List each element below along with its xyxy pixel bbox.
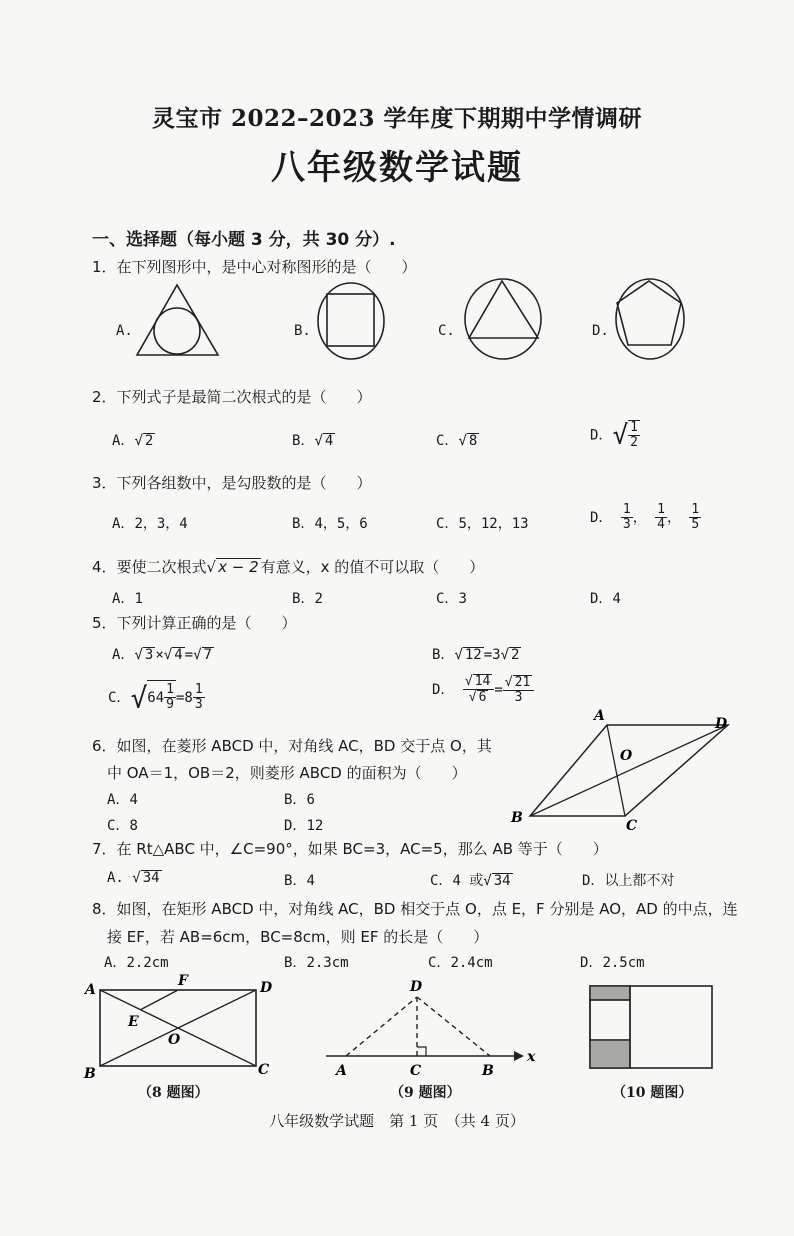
q4-option-b[interactable] — [292, 588, 323, 608]
numerator: 1 — [691, 502, 700, 517]
q2-option-a[interactable]: A．√ 2 — [112, 433, 154, 449]
numerator: 1 — [630, 420, 638, 435]
option-label: B． — [284, 955, 307, 971]
q2-option-b[interactable]: B．√ 4 — [292, 433, 334, 449]
option-value: 1 — [134, 591, 143, 607]
option-value: 2.3cm — [306, 955, 349, 971]
label-b: B — [482, 1063, 494, 1079]
label-d: D — [260, 980, 273, 996]
q4-option-a[interactable] — [112, 588, 143, 608]
numerator: 1 — [657, 502, 665, 517]
option-label: B． — [284, 873, 307, 889]
q2-option-c[interactable]: C．√ 8 — [436, 433, 478, 449]
q6-option-d[interactable] — [284, 815, 323, 835]
q8-option-d[interactable] — [580, 952, 645, 972]
option-value: 6 — [306, 792, 315, 808]
radicand: 34 — [493, 873, 511, 889]
question-7-text: 7．在 Rt△ABC 中，∠C=90°，如果 BC=3，AC=5，那么 AB 等于（ ） — [92, 840, 608, 858]
question-6-text-line2: 中 OA＝1，OB＝2，则菱形 ABCD 的面积为（ ） — [107, 764, 467, 782]
option-label: D． — [590, 591, 613, 607]
label-e: E — [128, 1014, 139, 1030]
option-label: D． — [582, 873, 605, 889]
denominator: 2 — [630, 435, 638, 451]
option-value: 3 — [458, 591, 467, 607]
exam-subject-title: 八年级数学试题 — [271, 148, 523, 188]
label-a: A — [85, 982, 96, 998]
option-label: C． — [428, 955, 451, 971]
operator: = — [184, 647, 194, 663]
numerator: 1 — [166, 682, 174, 697]
label-b: B — [84, 1066, 96, 1082]
denominator: 9 — [166, 697, 174, 713]
option-label: D． — [432, 681, 455, 698]
q7-option-d[interactable] — [582, 870, 674, 890]
q3-option-b[interactable] — [292, 513, 368, 533]
fig9-triangle-figure — [322, 975, 536, 1085]
option-label: B． — [292, 433, 315, 449]
option-label: A． — [107, 792, 130, 808]
q2-option-d[interactable]: D．√ $\frac{1}{2}$ — [590, 420, 638, 451]
q8-option-a[interactable] — [104, 952, 169, 972]
operator: × — [155, 647, 164, 663]
q6-option-a[interactable] — [107, 789, 138, 809]
q1-option-d-label: D. — [592, 323, 609, 339]
option-label: B． — [284, 792, 307, 808]
rhs: =8 — [175, 689, 193, 706]
option-label: D． — [590, 509, 613, 526]
radicand: 4 — [324, 433, 334, 449]
option-label: A． — [112, 647, 135, 663]
option-label: B． — [292, 591, 315, 607]
label-d: D — [410, 979, 423, 995]
q7-option-b[interactable] — [284, 870, 315, 890]
question-4-text: 4．要使二次根式√ x − 2 有意义，x 的值不可以取（ ） — [92, 558, 485, 576]
question-text-post: 有意义，x 的值不可以取（ ） — [260, 558, 485, 576]
whole-part: 64 — [147, 689, 165, 706]
label-a: A — [594, 708, 605, 724]
q7-option-a[interactable]: A. √ 34 — [107, 870, 160, 886]
operator: = — [494, 681, 503, 698]
q8-option-b[interactable] — [284, 952, 349, 972]
fig9-caption: （9 题图） — [390, 1085, 461, 1101]
radicand: 3 — [144, 647, 154, 663]
option-label: D． — [580, 955, 603, 971]
radicand: 34 — [142, 870, 160, 886]
radicand: 21 — [514, 674, 531, 690]
fig10-squares-figure — [588, 984, 718, 1070]
option-label: A． — [112, 433, 135, 449]
question-3-text: 3．下列各组数中，是勾股数的是（ ） — [92, 474, 372, 492]
question-8-text-line2: 接 EF，若 AB=6cm，BC=8cm，则 EF 的长是（ ） — [107, 928, 489, 946]
question-5-text: 5．下列计算正确的是（ ） — [92, 614, 297, 632]
option-value: 4 — [129, 792, 138, 808]
q5-option-c[interactable]: C．√64 $\frac{1}{9}$ =8 $\frac{1}{3}$ — [108, 681, 203, 715]
option-value: 12 — [306, 818, 324, 834]
section-heading: 一、选择题（每小题 3 分，共 30 分）. — [92, 230, 396, 250]
option-label: C． — [436, 591, 459, 607]
q1-figure-a — [134, 283, 224, 358]
option-label: A． — [112, 591, 135, 607]
q3-option-d[interactable]: D． $\frac{1}{3}$ ， $\frac{1}{4}$ ， $\frac{1}{5}$ — [590, 502, 700, 533]
radicand: 2 — [144, 433, 154, 449]
label-a: A — [336, 1063, 347, 1079]
q1-option-b-label: B. — [294, 323, 311, 339]
option-value: 4 — [306, 873, 315, 889]
option-label: A． — [112, 516, 135, 532]
exam-header-title: 灵宝市 2022–2023 学年度下期期中学情调研 — [151, 105, 643, 132]
label-b: B — [511, 810, 523, 826]
label-x: x — [527, 1049, 536, 1065]
q8-option-c[interactable] — [428, 952, 493, 972]
radicand: 7 — [203, 647, 212, 663]
q1-figure-b — [316, 281, 386, 361]
q4-option-c[interactable] — [436, 588, 467, 608]
fig8-caption: （8 题图） — [138, 1085, 209, 1101]
option-value: 2.4cm — [450, 955, 493, 971]
q6-rhombus-figure — [508, 705, 738, 834]
denominator: 3 — [194, 697, 203, 713]
radicand: 14 — [474, 674, 491, 689]
q5-option-a[interactable]: A．√ 3 ×√ 4 =√ 7 — [112, 647, 212, 663]
q1-figure-c — [463, 279, 545, 361]
q4-option-d[interactable] — [590, 588, 621, 608]
denominator: 3 — [514, 689, 523, 705]
q3-option-c[interactable] — [436, 513, 529, 533]
option-value: 4，5，6 — [314, 516, 368, 532]
label-c: C — [410, 1063, 422, 1079]
option-value: 2，3，4 — [134, 516, 188, 532]
q3-option-a[interactable] — [112, 513, 188, 533]
label-o: O — [168, 1032, 181, 1048]
option-label: C． — [108, 689, 131, 706]
question-text-pre: 4．要使二次根式 — [92, 558, 207, 576]
radicand: 12 — [464, 647, 482, 663]
label-c: C — [258, 1062, 270, 1078]
fig10-caption: （10 题图） — [612, 1085, 693, 1101]
denominator: 4 — [657, 517, 665, 533]
option-value: 2 — [314, 591, 323, 607]
q5-option-b[interactable]: B．√ 12 =3√ 2 — [432, 647, 520, 663]
question-2-text: 2．下列式子是最简二次根式的是（ ） — [92, 388, 372, 406]
radicand: 8 — [468, 433, 478, 449]
label-f: F — [178, 973, 188, 989]
option-label: C． — [107, 818, 130, 834]
q1-option-a-label: A. — [116, 323, 133, 339]
label-o: O — [620, 748, 633, 764]
option-label: B． — [432, 647, 455, 663]
q1-figure-d — [614, 279, 686, 361]
question-6-text-line1: 6．如图，在菱形 ABCD 中，对角线 AC，BD 交于点 O，其 — [92, 737, 492, 755]
denominator: 3 — [622, 517, 631, 533]
option-label: D． — [590, 427, 613, 444]
fig8-rectangle-figure — [82, 972, 282, 1082]
option-value: 2.5cm — [602, 955, 645, 971]
option-value: 2.2cm — [126, 955, 169, 971]
denominator: 5 — [691, 517, 700, 533]
radicand: 6 — [478, 690, 487, 706]
question-1-text: 1．在下列图形中，是中心对称图形的是（ ） — [92, 258, 417, 276]
q6-option-b[interactable] — [284, 789, 315, 809]
option-label: D． — [284, 818, 307, 834]
radicand: x − 2 — [218, 558, 259, 576]
option-label: A. — [107, 870, 124, 886]
operator: =3 — [483, 647, 501, 663]
radicand: 2 — [511, 647, 520, 663]
label-d: D — [715, 716, 728, 732]
label-c: C — [626, 818, 638, 834]
option-prefix: 4 或 — [452, 873, 484, 889]
radicand: 4 — [174, 647, 183, 663]
q7-option-c[interactable]: C．4 或√ 34 — [430, 873, 511, 889]
q6-option-c[interactable] — [107, 815, 138, 835]
numerator: 1 — [622, 502, 631, 517]
page-footer: 八年级数学试题 第 1 页 （共 4 页） — [269, 1112, 525, 1130]
option-label: C． — [436, 516, 459, 532]
q1-option-c-label: C. — [438, 323, 455, 339]
option-label: C． — [436, 433, 459, 449]
option-label: C． — [430, 873, 453, 889]
numerator: 1 — [194, 682, 203, 697]
option-value: 5，12，13 — [458, 516, 529, 532]
option-label: B． — [292, 516, 315, 532]
question-8-text-line1: 8．如图，在矩形 ABCD 中，对角线 AC，BD 相交于点 O，点 E，F 分别是 AO，AD 的中点，连 — [92, 900, 738, 918]
q5-option-d[interactable]: D． $\frac{√ 14}{√ 6}$ = $\frac{√ 21}{3}$ — [432, 674, 534, 706]
option-value: 4 — [612, 591, 621, 607]
option-value: 以上都不对 — [604, 873, 675, 889]
option-value: 8 — [129, 818, 138, 834]
option-label: A． — [104, 955, 127, 971]
